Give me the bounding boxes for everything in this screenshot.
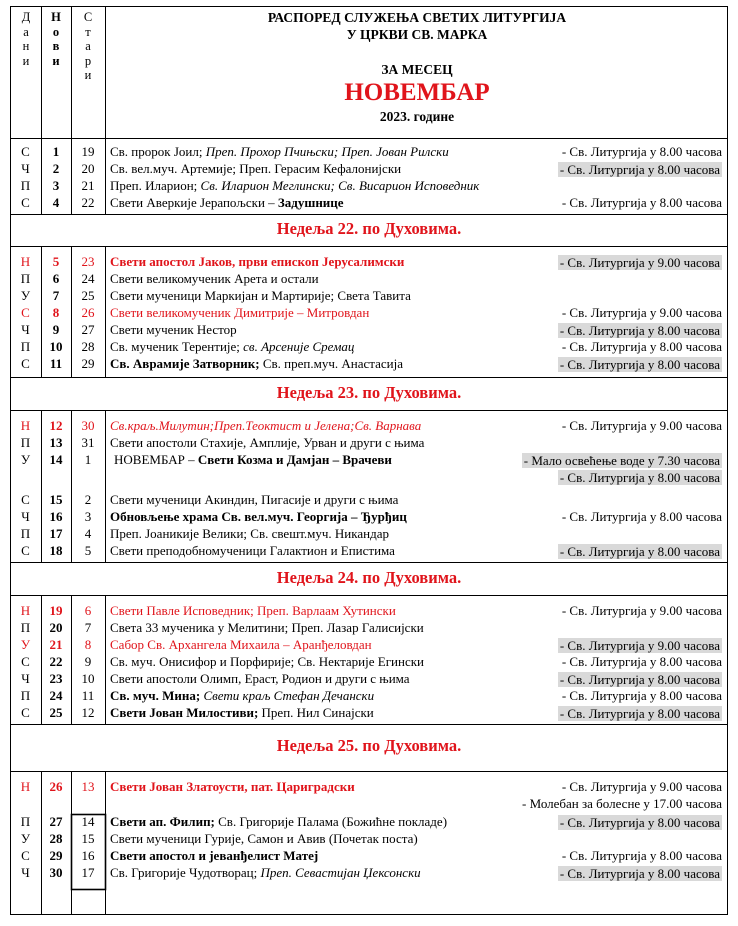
old-date: 8 bbox=[84, 637, 92, 652]
new-date: 18 bbox=[49, 543, 63, 558]
old-date: 4 bbox=[84, 526, 92, 541]
new-date: 17 bbox=[49, 526, 63, 541]
old-date: 27 bbox=[81, 322, 95, 337]
day-letter: С bbox=[21, 705, 30, 720]
title-line-2: У ЦРКВИ СВ. МАРКА bbox=[346, 27, 488, 42]
new-date: 21 bbox=[49, 637, 63, 652]
feast-text-segment: Свети мученици Акиндин, Пигасије и други с њима bbox=[110, 492, 399, 507]
service-time: - Св. Литургија у 8.00 часова bbox=[559, 162, 720, 177]
new-date: 3 bbox=[52, 178, 60, 193]
old-date: 31 bbox=[81, 435, 95, 450]
service-time: - Св. Литургија у 8.00 часова bbox=[559, 706, 720, 721]
old-date: 10 bbox=[81, 671, 95, 686]
service-time: - Св. Литургија у 9.00 часова bbox=[561, 305, 722, 320]
service-time: - Св. Литургија у 9.00 часова bbox=[559, 255, 720, 270]
new-date: 11 bbox=[49, 356, 63, 371]
col-days-letter: Д bbox=[21, 10, 31, 24]
day-letter: С bbox=[21, 195, 30, 210]
old-date: 11 bbox=[81, 688, 95, 703]
day-letter: Ч bbox=[21, 509, 30, 524]
service-time: - Св. Литургија у 9.00 часова bbox=[561, 779, 722, 794]
service-time: - Св. Литургија у 9.00 часова bbox=[561, 418, 722, 433]
old-date: 17 bbox=[81, 865, 95, 880]
day-letter: Н bbox=[20, 603, 31, 618]
new-date: 25 bbox=[49, 705, 63, 720]
week-heading: Недеља 25. по Духовима. bbox=[276, 736, 462, 755]
new-date: 5 bbox=[52, 254, 60, 269]
feast-text-segment: Св. Григорије Палама (Божићне покладе) bbox=[214, 814, 448, 829]
service-time: - Св. Литургија у 8.00 часова bbox=[559, 544, 720, 559]
title-line-1: РАСПОРЕД СЛУЖЕЊА СВЕТИХ ЛИТУРГИЈА bbox=[267, 10, 567, 25]
feast-text-segment: Свети мученик Нестор bbox=[110, 322, 237, 337]
service-time: - Св. Литургија у 8.00 часова bbox=[559, 866, 720, 881]
feast-description bbox=[110, 179, 479, 192]
feast-text-segment: Сабор Св. Архангела Михаила – Аранђеловдан bbox=[110, 637, 372, 652]
feast-description bbox=[110, 272, 319, 285]
col-days-letter: и bbox=[22, 53, 30, 68]
feast-text-segment: Свети Јован Милостиви; bbox=[110, 705, 259, 720]
day-letter: Ч bbox=[21, 161, 30, 176]
col-new-letter: и bbox=[52, 53, 60, 68]
day-letter: С bbox=[21, 654, 30, 669]
feast-description bbox=[110, 340, 354, 353]
feast-description bbox=[110, 289, 411, 302]
service-time: - Св. Литургија у 8.00 часова bbox=[561, 654, 722, 669]
feast-text-segment: Свети апостоли Олимп, Ераст, Родион и други с њима bbox=[110, 671, 410, 686]
service-time: - Св. Литургија у 8.00 часова bbox=[559, 323, 720, 338]
day-letter: П bbox=[20, 526, 31, 541]
feast-text-segment: Св. муч. Онисифор и Порфирије; Св. Нектарије Егински bbox=[110, 654, 424, 669]
feast-description bbox=[110, 323, 237, 336]
feast-text-segment: Св. пророк Јоил; bbox=[110, 144, 206, 159]
feast-text-segment: Свети ап. Филип; bbox=[110, 814, 215, 829]
service-time: - Св. Литургија у 9.00 часова bbox=[561, 603, 722, 618]
feast-text-segment: Св. Аврамије Затворник; bbox=[110, 356, 260, 371]
feast-text-segment: Св.краљ.Милутин;Преп.Теоктист и Јелена;Св. Варнава bbox=[110, 418, 422, 433]
feast-text-segment: Свети мученици Гурије, Самон и Авив (Почетак поста) bbox=[110, 831, 418, 846]
week-heading: Недеља 22. по Духовима. bbox=[276, 219, 462, 238]
feast-description bbox=[110, 510, 407, 523]
feast-text-segment: Свети краљ Стефан Дечански bbox=[200, 688, 375, 703]
service-time-secondary: - Молебан за болесне у 17.00 часова bbox=[522, 796, 722, 811]
old-date: 3 bbox=[84, 509, 92, 524]
col-old-letter: С bbox=[83, 10, 93, 24]
week-heading: Недеља 24. по Духовима. bbox=[276, 568, 462, 587]
service-time-secondary: - Св. Литургија у 8.00 часова bbox=[559, 470, 720, 485]
old-date: 9 bbox=[84, 654, 92, 669]
feast-description bbox=[110, 655, 424, 668]
new-date: 1 bbox=[52, 144, 60, 159]
day-letter: С bbox=[21, 543, 30, 558]
day-letter: Н bbox=[20, 779, 31, 794]
feast-text-segment: Свети Аверкије Јерапољски – bbox=[110, 195, 278, 210]
feast-text-segment: Преп. Иларион; bbox=[110, 178, 201, 193]
feast-description bbox=[110, 255, 404, 268]
old-date: 5 bbox=[84, 543, 92, 558]
day-letter: У bbox=[20, 288, 31, 303]
new-date: 28 bbox=[49, 831, 63, 846]
col-old-letter: и bbox=[84, 68, 92, 82]
new-date: 4 bbox=[52, 195, 60, 210]
old-date: 15 bbox=[81, 831, 95, 846]
new-date: 19 bbox=[49, 603, 63, 618]
new-date: 16 bbox=[49, 509, 63, 524]
feast-text-segment: Свети апостоли Стахије, Амплије, Урван и други с њима bbox=[110, 435, 425, 450]
feast-text-segment: Св. вел.муч. Артемије; Преп. Герасим Кефалонијски bbox=[110, 161, 402, 176]
feast-description bbox=[114, 453, 392, 466]
old-date: 14 bbox=[81, 814, 95, 829]
day-letter: Н bbox=[20, 254, 31, 269]
feast-description bbox=[110, 493, 398, 506]
day-letter: У bbox=[20, 637, 31, 652]
service-time: - Св. Литургија у 8.00 часова bbox=[561, 688, 722, 703]
col-days-letter: н bbox=[22, 39, 30, 53]
feast-text-segment: Св. преп.муч. Анастасија bbox=[259, 356, 403, 371]
feast-text-segment: Обновљење храма Св. вел.муч. Георгија – Ђурђиц bbox=[110, 509, 407, 524]
service-time: - Св. Литургија у 8.00 часова bbox=[559, 357, 720, 372]
feast-description bbox=[110, 604, 396, 617]
feast-description bbox=[110, 544, 395, 557]
day-letter: П bbox=[20, 620, 31, 635]
new-date: 15 bbox=[49, 492, 63, 507]
new-date: 29 bbox=[49, 848, 63, 863]
old-date: 26 bbox=[81, 305, 95, 320]
col-days-header bbox=[18, 10, 34, 68]
year-label: 2023. године bbox=[379, 109, 455, 124]
old-date: 30 bbox=[81, 418, 95, 433]
col-old-header bbox=[80, 10, 96, 83]
day-letter: С bbox=[21, 492, 30, 507]
feast-text-segment: Света 33 мученика у Мелитини; Преп. Лазар Галисијски bbox=[110, 620, 424, 635]
day-letter: Ч bbox=[21, 865, 30, 880]
day-letter: У bbox=[20, 452, 31, 467]
col-new-letter: в bbox=[52, 39, 60, 53]
day-letter: Н bbox=[20, 418, 31, 433]
day-letter: П bbox=[20, 178, 31, 193]
feast-description bbox=[110, 638, 372, 651]
feast-description bbox=[110, 621, 424, 634]
new-date: 24 bbox=[49, 688, 63, 703]
feast-description bbox=[110, 849, 318, 862]
new-date: 12 bbox=[49, 418, 63, 433]
old-date: 24 bbox=[81, 271, 95, 286]
col-new-letter: Н bbox=[51, 10, 61, 24]
feast-text-segment: Преп. Јоаникије Велики; Св. свешт.муч. Никандар bbox=[110, 526, 389, 541]
feast-text-segment: св. Арсеније Сремац bbox=[243, 339, 355, 354]
new-date: 9 bbox=[52, 322, 60, 337]
service-time: - Св. Литургија у 8.00 часова bbox=[559, 815, 720, 830]
feast-text-segment: Св. мученик Терентије; bbox=[110, 339, 244, 354]
old-date: 20 bbox=[81, 161, 95, 176]
old-date: 16 bbox=[81, 848, 95, 863]
new-date: 14 bbox=[49, 452, 63, 467]
week-heading: Недеља 23. по Духовима. bbox=[276, 383, 462, 402]
feast-description bbox=[110, 145, 449, 158]
feast-text-segment: Св. Иларион Меглински; Св. Висарион Исповедник bbox=[200, 178, 480, 193]
feast-text-segment: Свети Павле Исповедник; Преп. Варлаам Хутински bbox=[110, 603, 396, 618]
day-letter: Ч bbox=[21, 671, 30, 686]
feast-text-segment: Свети великомученик Димитрије – Митровдан bbox=[110, 305, 370, 320]
old-date: 13 bbox=[81, 779, 95, 794]
new-date: 10 bbox=[49, 339, 63, 354]
service-time: - Св. Литургија у 8.00 часова bbox=[561, 509, 722, 524]
feast-description bbox=[110, 162, 401, 175]
feast-description bbox=[110, 419, 421, 432]
feast-text-segment: Преп. Нил Синајски bbox=[258, 705, 374, 720]
day-letter: П bbox=[20, 339, 31, 354]
day-letter: С bbox=[21, 848, 30, 863]
old-date: 25 bbox=[81, 288, 95, 303]
feast-description bbox=[110, 196, 344, 209]
old-date: 6 bbox=[84, 603, 92, 618]
feast-description bbox=[110, 306, 369, 319]
day-letter: Ч bbox=[21, 322, 30, 337]
feast-description bbox=[110, 436, 424, 449]
new-date: 2 bbox=[52, 161, 60, 176]
feast-text-segment: Преп. Севастијан Џексонски bbox=[260, 865, 421, 880]
new-date: 8 bbox=[52, 305, 60, 320]
feast-description bbox=[110, 357, 403, 370]
old-date: 29 bbox=[81, 356, 95, 371]
feast-text-segment: Задушнице bbox=[277, 195, 344, 210]
new-date: 27 bbox=[49, 814, 63, 829]
feast-text-segment: Свети Козма и Дамјан – Врачеви bbox=[197, 452, 392, 467]
col-old-letter: а bbox=[85, 39, 91, 53]
old-date: 21 bbox=[81, 178, 95, 193]
feast-text-segment: Свети мученици Маркијан и Мартирије; Света Тавита bbox=[110, 288, 411, 303]
feast-description bbox=[110, 780, 355, 793]
feast-text-segment: Преп. Прохор Пчињски; Преп. Јован Рилски bbox=[205, 144, 449, 159]
new-date: 20 bbox=[49, 620, 63, 635]
service-time: - Мало освећење воде у 7.30 часова bbox=[523, 453, 720, 468]
feast-description bbox=[110, 672, 410, 685]
schedule-sheet bbox=[10, 6, 728, 916]
month-title: НОВЕМБАР bbox=[344, 79, 490, 106]
new-date: 7 bbox=[52, 288, 60, 303]
old-date: 1 bbox=[84, 452, 92, 467]
service-time: - Св. Литургија у 8.00 часова bbox=[561, 195, 722, 210]
col-new-letter: о bbox=[52, 24, 60, 39]
service-time: - Св. Литургија у 8.00 часова bbox=[561, 848, 722, 863]
day-letter: П bbox=[20, 435, 31, 450]
day-letter: У bbox=[20, 831, 31, 846]
feast-text-segment: Свети преподобномученици Галактион и Епистима bbox=[110, 543, 395, 558]
service-time: - Св. Литургија у 9.00 часова bbox=[559, 638, 720, 653]
old-date: 22 bbox=[81, 195, 95, 210]
feast-text-segment: Свети апостол и јеванђелист Матеј bbox=[110, 848, 319, 863]
old-date: 28 bbox=[81, 339, 95, 354]
day-letter: П bbox=[20, 814, 31, 829]
old-date: 2 bbox=[84, 492, 92, 507]
feast-description bbox=[110, 866, 421, 879]
feast-description bbox=[110, 832, 418, 845]
col-new-header bbox=[48, 10, 64, 68]
feast-text-segment: НОВЕМБАР – bbox=[114, 452, 198, 467]
col-old-letter: т bbox=[85, 24, 91, 39]
old-date: 19 bbox=[81, 144, 95, 159]
new-date: 23 bbox=[49, 671, 63, 686]
new-date: 22 bbox=[49, 654, 63, 669]
feast-description bbox=[110, 815, 447, 828]
feast-description bbox=[110, 706, 374, 719]
feast-text-segment: Свети великомученик Арета и остали bbox=[110, 271, 319, 286]
new-date: 30 bbox=[49, 865, 63, 880]
old-date: 23 bbox=[81, 254, 95, 269]
day-letter: С bbox=[21, 305, 30, 320]
old-date: 12 bbox=[81, 705, 95, 720]
feast-description bbox=[110, 689, 374, 702]
feast-text-segment: Св. муч. Мина; bbox=[110, 688, 201, 703]
col-days-letter: а bbox=[23, 24, 29, 39]
day-letter: С bbox=[21, 144, 30, 159]
new-date: 26 bbox=[49, 779, 63, 794]
service-time: - Св. Литургија у 8.00 часова bbox=[561, 339, 722, 354]
new-date: 6 bbox=[52, 271, 60, 286]
col-old-letter: р bbox=[84, 53, 92, 68]
service-time: - Св. Литургија у 8.00 часова bbox=[561, 144, 722, 159]
feast-text-segment: Свети Јован Златоусти, пат. Цариградски bbox=[110, 779, 355, 794]
for-month-label: ЗА МЕСЕЦ bbox=[381, 62, 453, 77]
feast-text-segment: Свети апостол Јаков, први епископ Јерусалимски bbox=[110, 254, 405, 269]
feast-text-segment: Св. Григорије Чудотворац; bbox=[110, 865, 261, 880]
feast-description bbox=[110, 527, 389, 540]
day-letter: С bbox=[21, 356, 30, 371]
day-letter: П bbox=[20, 688, 31, 703]
service-time: - Св. Литургија у 8.00 часова bbox=[559, 672, 720, 687]
new-date: 13 bbox=[49, 435, 63, 450]
day-letter: П bbox=[20, 271, 31, 286]
old-date: 7 bbox=[84, 620, 92, 635]
